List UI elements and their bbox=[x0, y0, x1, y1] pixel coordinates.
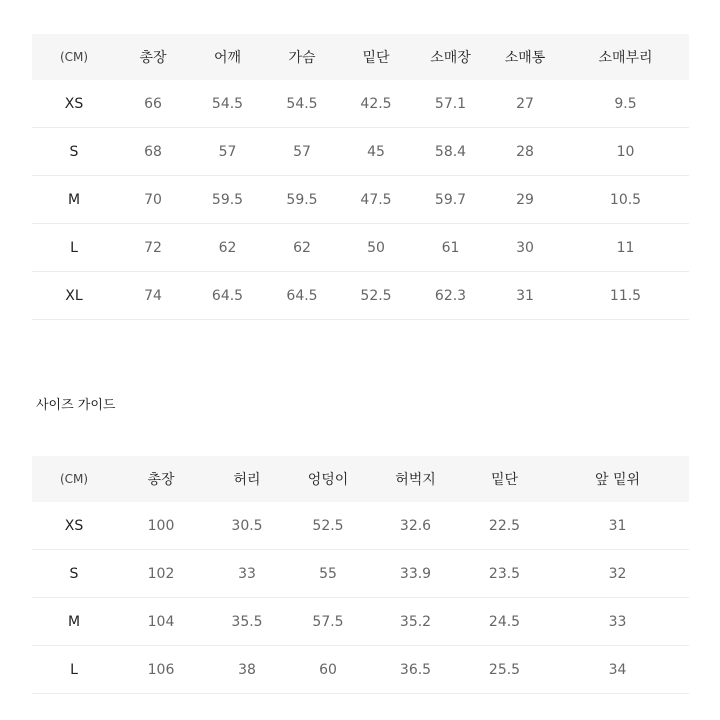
table-cell: 22.5 bbox=[463, 502, 546, 550]
table-cell: 68 bbox=[116, 128, 190, 176]
table-row bbox=[32, 80, 689, 128]
column-header: 소매부리 bbox=[562, 34, 689, 80]
table-cell: 9.5 bbox=[562, 80, 689, 128]
size-label: XS bbox=[32, 502, 116, 550]
table-cell: 62 bbox=[265, 224, 339, 272]
top-size-table bbox=[32, 34, 689, 320]
table-cell: 27 bbox=[488, 80, 562, 128]
table-cell: 50 bbox=[339, 224, 413, 272]
table-cell: 104 bbox=[116, 598, 206, 646]
table-cell: 33 bbox=[546, 598, 689, 646]
size-label: M bbox=[32, 176, 116, 224]
header-row bbox=[32, 456, 689, 502]
table-cell: 35.2 bbox=[368, 598, 463, 646]
table-cell: 32.6 bbox=[368, 502, 463, 550]
bottom-size-table bbox=[32, 456, 689, 694]
column-header: 앞 밑위 bbox=[546, 456, 689, 502]
table-cell: 59.5 bbox=[265, 176, 339, 224]
size-label: L bbox=[32, 646, 116, 694]
table-cell: 100 bbox=[116, 502, 206, 550]
column-header: 소매통 bbox=[488, 34, 562, 80]
table-cell: 59.7 bbox=[413, 176, 488, 224]
column-header: 엉덩이 bbox=[288, 456, 368, 502]
table-row bbox=[32, 550, 689, 598]
table-row bbox=[32, 128, 689, 176]
table-cell: 38 bbox=[206, 646, 288, 694]
table-cell: 52.5 bbox=[288, 502, 368, 550]
table-cell: 59.5 bbox=[190, 176, 265, 224]
table-cell: 35.5 bbox=[206, 598, 288, 646]
table-cell: 62.3 bbox=[413, 272, 488, 320]
table-cell: 33.9 bbox=[368, 550, 463, 598]
table-cell: 11.5 bbox=[562, 272, 689, 320]
table-row bbox=[32, 176, 689, 224]
table-cell: 36.5 bbox=[368, 646, 463, 694]
table-cell: 74 bbox=[116, 272, 190, 320]
table-cell: 54.5 bbox=[190, 80, 265, 128]
table-cell: 23.5 bbox=[463, 550, 546, 598]
table-cell: 34 bbox=[546, 646, 689, 694]
table-cell: 30 bbox=[488, 224, 562, 272]
table-cell: 64.5 bbox=[265, 272, 339, 320]
table-cell: 70 bbox=[116, 176, 190, 224]
table-cell: 57.5 bbox=[288, 598, 368, 646]
table-cell: 31 bbox=[488, 272, 562, 320]
size-label: M bbox=[32, 598, 116, 646]
table-cell: 66 bbox=[116, 80, 190, 128]
table-cell: 72 bbox=[116, 224, 190, 272]
column-header: 총장 bbox=[116, 34, 190, 80]
unit-header: (CM) bbox=[32, 34, 116, 80]
table-cell: 29 bbox=[488, 176, 562, 224]
table-row bbox=[32, 272, 689, 320]
table-cell: 42.5 bbox=[339, 80, 413, 128]
table-row bbox=[32, 646, 689, 694]
table-cell: 24.5 bbox=[463, 598, 546, 646]
column-header: 허리 bbox=[206, 456, 288, 502]
table-cell: 102 bbox=[116, 550, 206, 598]
table-cell: 57.1 bbox=[413, 80, 488, 128]
table-cell: 10.5 bbox=[562, 176, 689, 224]
size-label: XS bbox=[32, 80, 116, 128]
table-cell: 106 bbox=[116, 646, 206, 694]
table-cell: 52.5 bbox=[339, 272, 413, 320]
size-label: S bbox=[32, 128, 116, 176]
table-row bbox=[32, 502, 689, 550]
size-label: XL bbox=[32, 272, 116, 320]
table-cell: 55 bbox=[288, 550, 368, 598]
table-cell: 60 bbox=[288, 646, 368, 694]
header-row bbox=[32, 34, 689, 80]
column-header: 가슴 bbox=[265, 34, 339, 80]
table-cell: 47.5 bbox=[339, 176, 413, 224]
table-row bbox=[32, 224, 689, 272]
table-cell: 62 bbox=[190, 224, 265, 272]
table-cell: 30.5 bbox=[206, 502, 288, 550]
table-cell: 31 bbox=[546, 502, 689, 550]
table-cell: 57 bbox=[190, 128, 265, 176]
table-cell: 32 bbox=[546, 550, 689, 598]
size-label: S bbox=[32, 550, 116, 598]
unit-header: (CM) bbox=[32, 456, 116, 502]
column-header: 허벅지 bbox=[368, 456, 463, 502]
column-header: 밑단 bbox=[339, 34, 413, 80]
table-cell: 33 bbox=[206, 550, 288, 598]
table-cell: 64.5 bbox=[190, 272, 265, 320]
table-cell: 10 bbox=[562, 128, 689, 176]
table-cell: 45 bbox=[339, 128, 413, 176]
size-guide-title: 사이즈 가이드 bbox=[36, 398, 116, 413]
column-header: 어깨 bbox=[190, 34, 265, 80]
column-header: 총장 bbox=[116, 456, 206, 502]
table-cell: 57 bbox=[265, 128, 339, 176]
table-row bbox=[32, 598, 689, 646]
table-cell: 61 bbox=[413, 224, 488, 272]
table-cell: 28 bbox=[488, 128, 562, 176]
table-cell: 11 bbox=[562, 224, 689, 272]
table-cell: 58.4 bbox=[413, 128, 488, 176]
size-label: L bbox=[32, 224, 116, 272]
table-cell: 25.5 bbox=[463, 646, 546, 694]
column-header: 소매장 bbox=[413, 34, 488, 80]
table-cell: 54.5 bbox=[265, 80, 339, 128]
column-header: 밑단 bbox=[463, 456, 546, 502]
